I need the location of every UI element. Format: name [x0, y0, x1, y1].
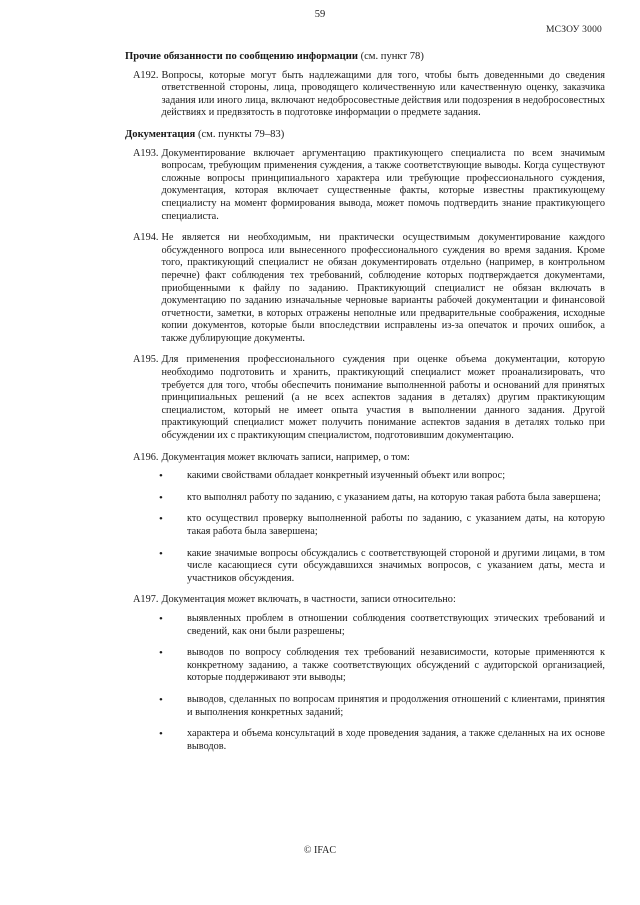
- page-content: [125, 51, 605, 762]
- paragraph-text: Документирование включает аргументацию практикующего специалиста по всем значимым вопросам, требующим применения суждения, а также соответствующие выводы. Когда существуют сложные вопросы принципиального характера или требующие профессионального суждения, документация, которая включает существенные факты, которые известны практикующему специалисту на момент формирования вывода, может помочь подтвердить знание практикующего специалиста.: [161, 147, 605, 222]
- section-heading-bold: Прочие обязанности по сообщению информации: [125, 51, 358, 62]
- paragraph-text: Документация может включать записи, например, о том:: [161, 451, 410, 463]
- list-item-text: кто выполнял работу по заданию, с указанием даты, на которую такая работа была завершена;: [187, 491, 601, 503]
- list-item-text: характера и объема консультаций в ходе проведения задания, а также сделанных на их основе выводов.: [187, 728, 605, 752]
- list-item-text: какие значимые вопросы обсуждались с соответствующей стороной и другими лицами, в том числе касающиеся сути обсуждавшихся значимых вопросов, с указанием даты, места и участников обсуждения.: [187, 547, 605, 584]
- bullet-icon: •: [159, 513, 163, 526]
- list-item: [125, 470, 605, 483]
- bullet-icon: •: [159, 547, 163, 560]
- list-item-text: выводов по вопросу соблюдения тех требований независимости, которые применяются к конкретному заданию, а также соответствующих обсуждений с аудиторской организацией, которые поддерживают эти выводы;: [187, 647, 605, 684]
- paragraph-a192: [125, 70, 605, 120]
- list-item-text: какими свойствами обладает конкретный изученный объект или вопрос;: [187, 470, 506, 482]
- list-item: [125, 728, 605, 753]
- paragraph-number: A197.: [133, 594, 159, 606]
- list-item: [125, 694, 605, 719]
- list-item-text: кто осуществил проверку выполненной работы по заданию, с указанием даты, на которую такая работа была завершена;: [187, 513, 605, 537]
- page-number: 59: [314, 9, 326, 20]
- list-item: [125, 613, 605, 638]
- paragraph-text: Не является ни необходимым, ни практически осуществимым документирование каждого обсужденного вопроса или вынесенного профессионального суждения во время задания. Кроме того, практикующий специалист не обязан документировать отдельно (например, в контрольном перечне) факт соблюдения тех требований, соблюдение которых подтверждается документами, приобщенными к файлу по заданию. Практикующий специалист не обязан включать в документацию по заданию изначальные черновые варианты рабочей документации и финансовой отчетности, заметки, в которых отражены неполные или предварительные соображения, исходные копии документов, которые были впоследствии исправлены из-за опечаток и прочих ошибок, а также дублирующие документы.: [161, 232, 605, 344]
- copyright-footer: © IFAC: [303, 845, 337, 856]
- list-item: [125, 548, 605, 586]
- list-item: [125, 647, 605, 685]
- paragraph-number: A195.: [133, 354, 159, 366]
- list-item-text: выявленных проблем в отношении соблюдения соответствующих этических требований и сведений, как они были разрешены;: [187, 612, 605, 637]
- section-heading-bold: Документация: [125, 128, 196, 140]
- bullet-icon: •: [159, 647, 163, 660]
- paragraph-a197: [125, 594, 605, 607]
- list-item: [125, 492, 605, 505]
- section-heading-documentation: [125, 129, 605, 142]
- paragraph-a195: [125, 354, 605, 442]
- paragraph-text: Вопросы, которые могут быть надлежащими для того, чтобы быть доведенными до сведения ответственной стороны, лица, проводящего количественную или качественную оценку, заказчика задания или иного лица, включают недобросовестные действия или подозрения в недобросовестных действиях и предвзятость в подготовке информации о предмете задания.: [161, 69, 605, 119]
- paragraph-a193: [125, 148, 605, 224]
- paragraph-a194: [125, 232, 605, 345]
- paragraph-number: A196.: [133, 451, 159, 463]
- paragraph-text: Документация может включать, в частности, записи относительно:: [161, 594, 456, 606]
- section-heading-reference: (см. пункты 79–83): [195, 128, 285, 140]
- section-heading-other-reporting: [125, 51, 605, 64]
- section-heading-reference: (см. пункт 78): [357, 51, 424, 62]
- list-item: [125, 513, 605, 538]
- list-item-text: выводов, сделанных по вопросам принятия и продолжения отношений с клиентами, принятия и выполнения конкретных заданий;: [187, 693, 605, 718]
- bullet-list-a197: [125, 613, 605, 753]
- paragraph-number: A192.: [133, 69, 159, 81]
- bullet-list-a196: [125, 470, 605, 585]
- bullet-icon: •: [159, 612, 163, 625]
- bullet-icon: •: [159, 693, 163, 706]
- document-code: МСЗОУ 3000: [546, 25, 602, 35]
- paragraph-number: A194.: [133, 232, 159, 244]
- bullet-icon: •: [159, 491, 163, 504]
- paragraph-number: A193.: [133, 147, 159, 159]
- bullet-icon: •: [159, 728, 163, 741]
- paragraph-a196: [125, 452, 605, 465]
- bullet-icon: •: [159, 470, 163, 483]
- paragraph-text: Для применения профессионального суждения при оценке объема документации, которую необходимо подготовить и хранить, практикующий специалист может проанализировать, что требуется для того, чтобы обеспечить понимание выполненной работы и оснований для принятых принципиальных решений (а не всех аспектов задания в деталях) другим практикующим специалистом, который не имеет опыта участия в выполнении данного задания. Другой практикующий специалист может получить понимание аспектов задания в деталях только при обсуждении их с практикующим специалистом, подготовившим документацию.: [161, 354, 605, 442]
